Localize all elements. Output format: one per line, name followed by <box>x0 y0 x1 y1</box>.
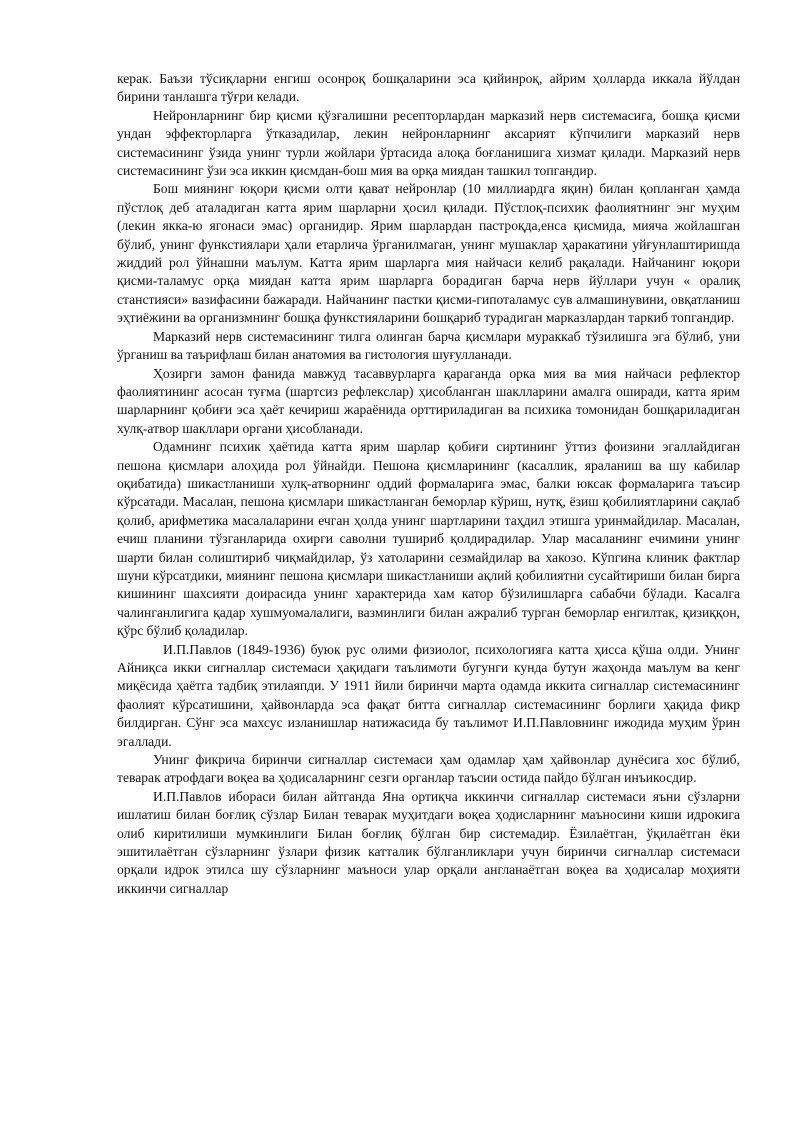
paragraph-5: Ҳозирги замон фанида мавжуд тасаввурларга қараганда орка мия ва мия найчаси рефлектор фаолиятининг асосан туғма (шартсиз рефлекслар) ҳисобланган шаклларини амалга оширади, катта ярим шарларнинг қобиғи эса ҳаёт кечириш жараёнида орттириладиган ва психика томонидан бошқариладиган хулқ-атвор шакллари органи ҳисобланади. <box>117 365 740 436</box>
paragraph-3: Бош миянинг юқори қисми олти қават нейронлар (10 миллиардга яқин) билан қопланган ҳамда пўстлоқ деб аталадиган катта ярим шарларни ҳосил қилади. Пўстлоқ-психик фаолиятнинг энг муҳим (лекин якка-ю ягонаси эмас) органидир. Ярим шарлардан пастроқда,енса қисмида, мияча жойлашган бўлиб, унинг функстиялари ҳали етарлича ўрганилмаган, унинг мушаклар ҳаракатини уйғунлаштиришда жиддий рол ўйнашни маълум. Катта ярим шарларга мия найчаси келиб рақалади. Найчанинг юқори қисми-таламус орқа миядан катта ярим шарларга борадиган барча нерв йўллари учун « оралиқ станстияси» вазифасини бажаради. Найчанинг пастки қисми-гипоталамус сув алмашинувини, овқатланиш эҳтиёжини ва организмнинг бошқа функстияларини бошқариб турадиган марказлардан таркиб топгандир. <box>117 181 740 326</box>
paragraph-6: Одамнинг психик ҳаётида катта ярим шарлар қобиғи сиртининг ўттиз фоизини эгаллайдиган пешона қисмлари алоҳида рол ўйнайди. Пешона қисмларининг (касаллик, яраланиш ва шу кабилар оқибатида) шикастланиши хулқ-атворнинг оддий формаларига эмас, балки юксак формаларига таъсир кўрсатади. Масалан, пешона қисмлари шикастланган беморлар кўриш, нутқ, ёзиш қобилиятларини сақлаб қолиб, арифметика масалаларини ечган ҳолда унинг шартларини таҳдил этишга уринмайдилар. Масалан, ечиш планини тўзганларида охирги саволни тушириб қолдирадилар. Улар масаланинг ечимини унинг шарти билан солиштириб чиқмайдилар, ўз хатоларини сезмайдилар ва хакозо. Кўпгина клиник фактлар шуни кўрсатдики, миянинг пешона қисмлари шикастланиши ақлий қобилиятни сусайтириши билан бирга кишининг шахсияти доирасида унинг характерида хам катор бўзилишларга сабабчи бўлади. Касалга чалинганлигига қадар хушмуомалалиги, вазминлиги билан ажралиб турган беморлар енгилтак, қизиққон, қўрс бўлиб қоладилар. <box>117 439 740 639</box>
paragraph-2: Нейронларнинг бир қисми қўзғалишни ресепторлардан марказий нерв системасига, бошқа қисми ундан эффекторларга ўтказадилар, лекин нейронларнинг аксарият кўпчилиги марказий нерв системасининг ўзида унинг турли жойлари ўртасида алоқа боғланишига хизмат қилади. Марказий нерв системасининг ўзи эса иккин қисмдан-бош мия ва орқа миядан ташкил топгандир. <box>117 107 740 179</box>
paragraph-7: И.П.Павлов (1849-1936) буюк рус олими физиолог, психологияга катта ҳисса қўша олди. Унинг Айниқса икки сигналлар системаси ҳақидаги таълимоти бугунги кунда бутун жаҳонда маълум ва кенг миқёсида ҳаётга тадбиқ этилаяпди. У 1911 йили биринчи марта одамда иккита сигналлар системасининг фаолият кўрсатишини, ҳайвонларда эса фақат битта сигналлар системасининг борлиги ҳақида фикр билдирган. Сўнг эса махсус изланишлар натижасида бу таълимот И.П.Павловнинг ижодида муҳим ўрин эгаллади. <box>117 641 740 749</box>
paragraph-4: Марказий нерв системасининг тилга олинган барча қисмлари мураккаб тўзилишга эга бўлиб, уни ўрганиш ва таърифлаш билан анатомия ва гистология шуғулланади. <box>117 328 740 363</box>
document-page <box>117 70 740 898</box>
paragraph-9: И.П.Павлов ибораси билан айтганда Яна ортиқча иккинчи сигналлар системаси яъни сўзларни ишлатиш билан боғлиқ сўзлар Билан теварак муҳитдаги воқеа ҳодисларнинг маъносини киши идрокига олиб киритилиши мумкинлиги Билан боғлиқ бўлган бир системадир. Ёзилаётган, ўқилаётган ёки эшитилаётган сўзларнинг ўзлари физик катталик бўлганликлари учун биринчи сигналлар системаси орқали идрок этилса шу сўзларнинг маъноси улар орқали англанаётган воқеа ва ҳодисалар моҳияти иккинчи сигналлар <box>117 788 740 896</box>
paragraph-1: керак. Баъзи тўсиқларни енгиш осонроқ бошқаларини эса қийинроқ, айрим ҳолларда иккала йўлдан бирини танлашга тўғри келади. <box>117 71 740 105</box>
paragraph-8: Унинг фикрича биринчи сигналлар системаси ҳам одамлар ҳам ҳайвонлар дунёсига хос бўлиб, теварак атрофдаги воқеа ва ҳодисаларнинг сезги органлар таъсии остида пайдо бўлган инъикосдир. <box>117 752 740 786</box>
